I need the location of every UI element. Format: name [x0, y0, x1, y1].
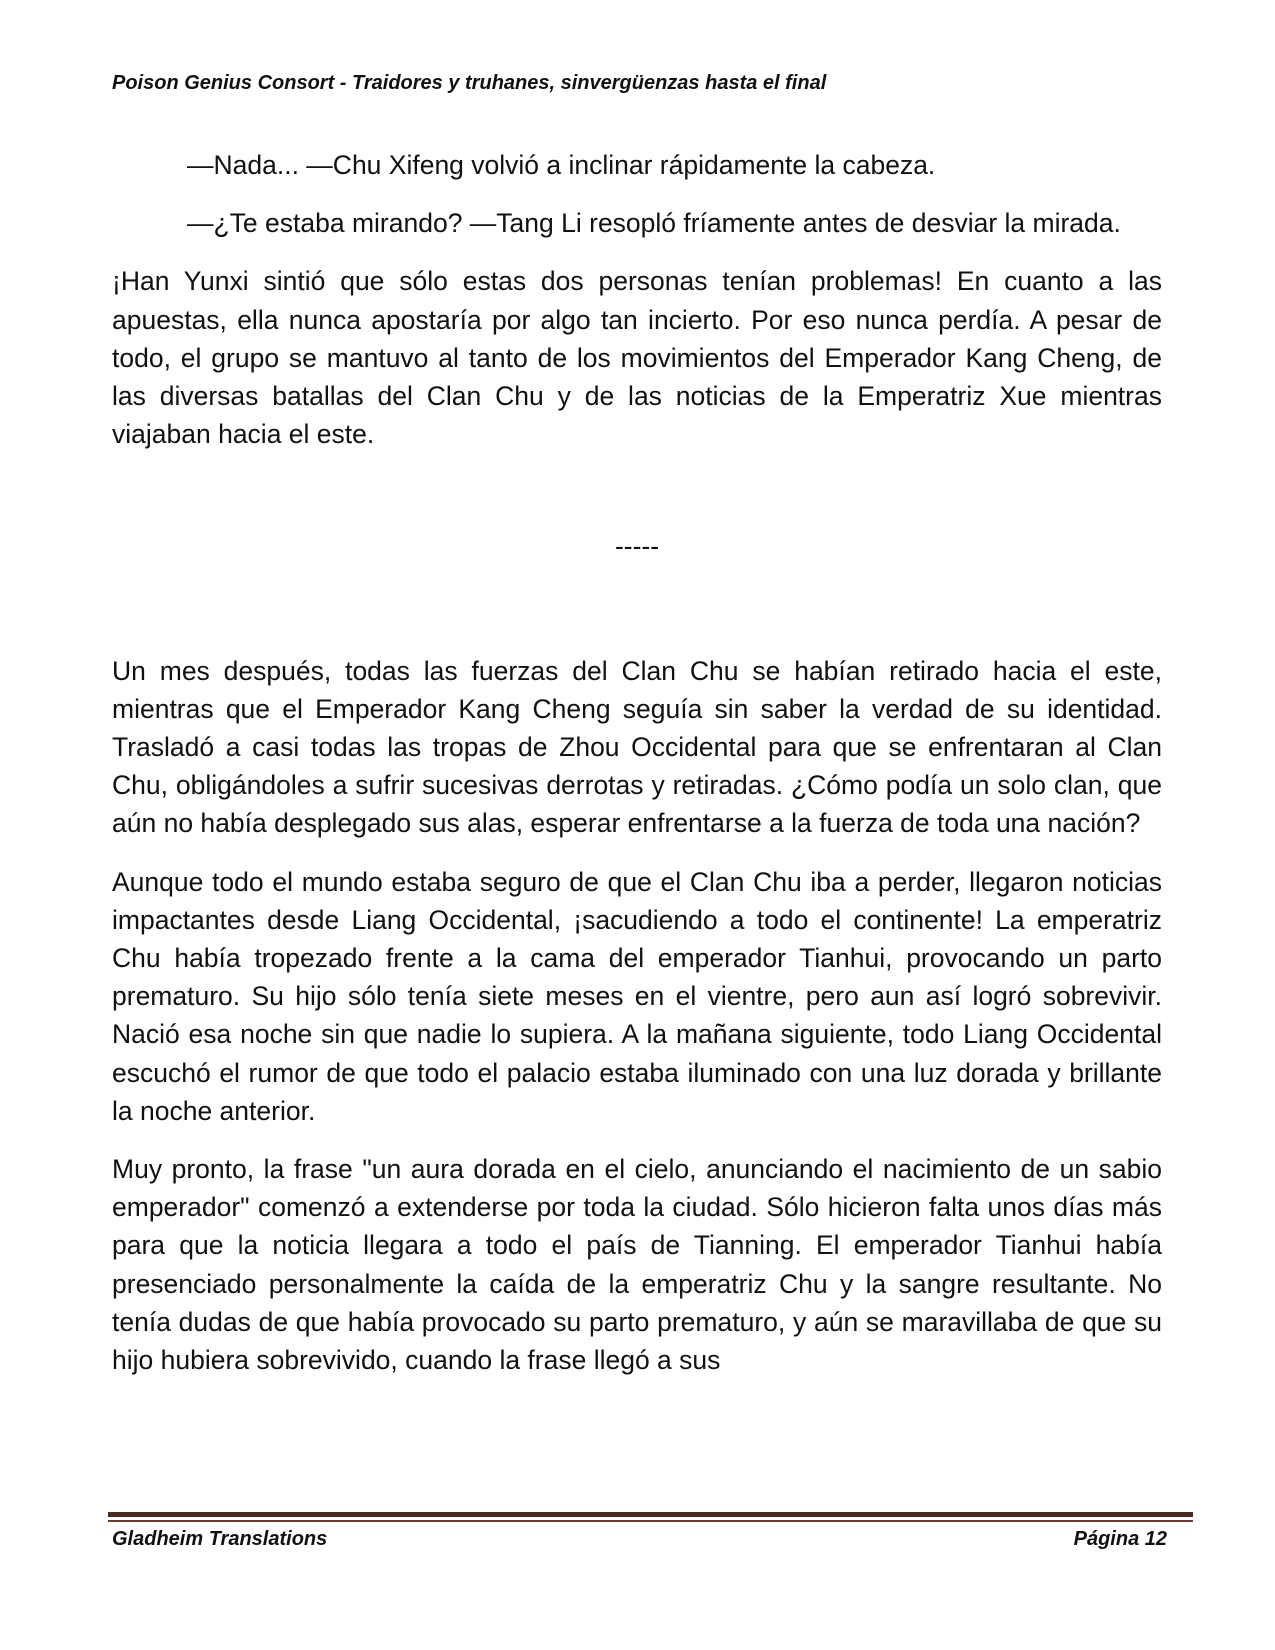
- footer-publisher: Gladheim Translations: [112, 1528, 328, 1550]
- footer-divider-thick-line: [108, 1512, 1193, 1517]
- footer-page-number: Página 12: [1073, 1528, 1167, 1550]
- footer-divider: [108, 1512, 1193, 1522]
- page-header-title: Poison Genius Consort - Traidores y truhanes, sinvergüenzas hasta el final: [112, 72, 827, 94]
- paragraph: Un mes después, todas las fuerzas del Clan Chu se habían retirado hacia el este, mientras que el Emperador Kang Cheng seguía sin saber la verdad de su identidad. Trasladó a casi todas las tropas de Zhou Occidental para que se enfrentaran al Clan Chu, obligándoles a sufrir sucesivas derrotas y retiradas. ¿Cómo podía un solo clan, que aún no había desplegado sus alas, esperar enfrentarse a la fuerza de toda una nación?: [112, 655, 1162, 839]
- body-text: [112, 146, 1162, 1399]
- section-separator: -----: [614, 531, 660, 562]
- paragraph: Aunque todo el mundo estaba seguro de que el Clan Chu iba a perder, llegaron noticias impactantes desde Liang Occidental, ¡sacudiendo a todo el continente! La emperatriz Chu había tropezado frente a la cama del emperador Tianhui, provocando un parto prematuro. Su hijo sólo tenía siete meses en el vientre, pero aun así logró sobrevivir. Nació esa noche sin que nadie lo supiera. A la mañana siguiente, todo Liang Occidental escuchó el rumor de que todo el palacio estaba iluminado con una luz dorada y brillante la noche anterior.: [112, 866, 1162, 1126]
- paragraph: —Nada... —Chu Xifeng volvió a inclinar rápidamente la cabeza.: [187, 150, 936, 180]
- paragraph: ¡Han Yunxi sintió que sólo estas dos personas tenían problemas! En cuanto a las apuestas, ella nunca apostaría por algo tan incierto. Por eso nunca perdía. A pesar de todo, el grupo se mantuvo al tanto de los movimientos del Emperador Kang Cheng, de las diversas batallas del Clan Chu y de las noticias de la Emperatriz Xue mientras viajaban hacia el este.: [112, 266, 1162, 450]
- paragraph: —¿Te estaba mirando? —Tang Li resopló fríamente antes de desviar la mirada.: [187, 208, 1121, 239]
- footer-divider-thin-line: [108, 1520, 1193, 1522]
- paragraph: Muy pronto, la frase "un aura dorada en el cielo, anunciando el nacimiento de un sabio emperador" comenzó a extenderse por toda la ciudad. Sólo hicieron falta unos días más para que la noticia llegara a todo el país de Tianning. El emperador Tianhui había presenciado personalmente la caída de la emperatriz Chu y la sangre resultante. No tenía dudas de que había provocado su parto prematuro, y aún se maravillaba de que su hijo hubiera sobrevivido, cuando la frase llegó a sus: [112, 1154, 1162, 1376]
